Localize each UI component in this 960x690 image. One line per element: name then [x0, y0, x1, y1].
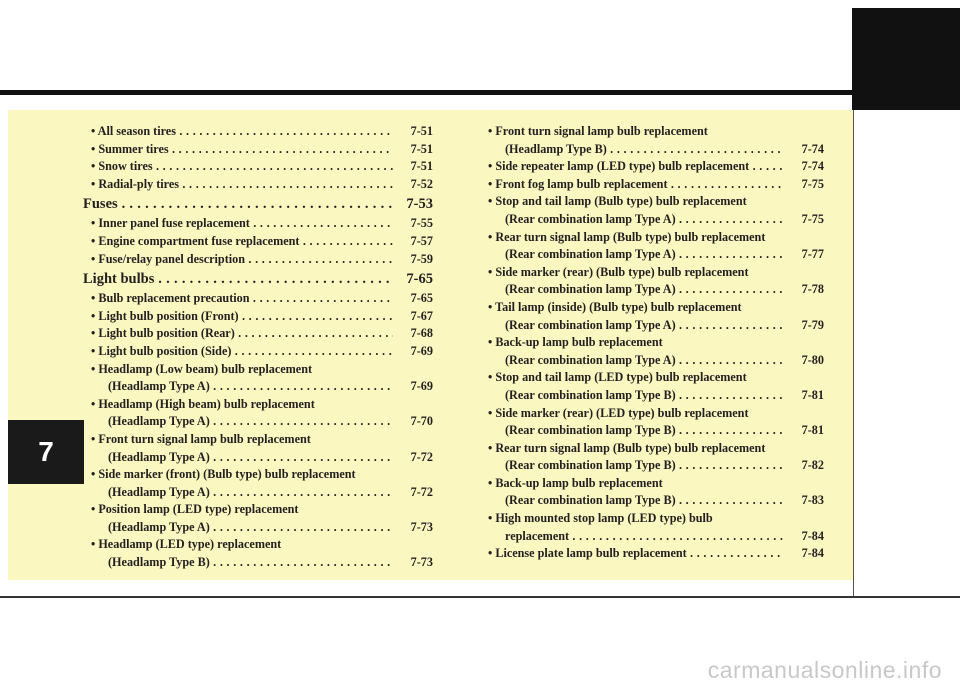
toc-entry-title: • Side marker (rear) (LED type) bulb replacement: [488, 405, 749, 420]
toc-entry-page: 7-72: [393, 449, 433, 467]
toc-entry-title: • Light bulb position (Rear) . . .: [83, 325, 393, 343]
toc-entry-title: • Stop and tail lamp (Bulb type) bulb replacement: [488, 194, 747, 209]
toc-entry[interactable]: [83, 396, 433, 414]
toc-entry-title: • Headlamp (LED type) replacement: [91, 537, 282, 552]
toc-entry[interactable]: [83, 233, 433, 251]
toc-entry[interactable]: [480, 299, 824, 317]
toc-entry[interactable]: [83, 519, 433, 537]
toc-entry[interactable]: [480, 317, 824, 335]
toc-entry-page: 7-68: [393, 325, 433, 343]
toc-entry-title: (Rear combination lamp Type B) . . .: [480, 492, 784, 510]
toc-entry[interactable]: [480, 405, 824, 423]
toc-entry-page: 7-75: [784, 211, 824, 229]
toc-entry-page: 7-75: [784, 176, 824, 194]
toc-entry-page: 7-74: [784, 141, 824, 159]
toc-entry-page: 7-69: [393, 378, 433, 396]
toc-entry[interactable]: [83, 141, 433, 159]
toc-entry-page: 7-67: [393, 308, 433, 326]
toc-entry-page: 7-73: [393, 519, 433, 537]
toc-entry-page: 7-51: [393, 123, 433, 141]
toc-entry-title: • Side repeater lamp (LED type) bulb replacement . . .: [480, 158, 784, 176]
toc-entry[interactable]: [480, 281, 824, 299]
toc-entry-title: • Snow tires . . .: [83, 158, 393, 176]
toc-entry-title: (Headlamp Type B) . . .: [480, 141, 784, 159]
toc-entry[interactable]: [480, 211, 824, 229]
toc-entry-title: (Rear combination lamp Type A) . . .: [480, 352, 784, 370]
toc-entry-title: Fuses . . .: [83, 193, 393, 215]
toc-entry[interactable]: [83, 193, 433, 215]
toc-entry[interactable]: [83, 215, 433, 233]
toc-entry-title: • Summer tires . . .: [83, 141, 393, 159]
section-tab-block: [852, 8, 960, 113]
toc-entry[interactable]: [480, 352, 824, 370]
toc-entry[interactable]: [83, 466, 433, 484]
toc-entry-title: • Stop and tail lamp (LED type) bulb replacement: [488, 370, 747, 385]
toc-entry-title: • Inner panel fuse replacement . . .: [83, 215, 393, 233]
toc-entry[interactable]: [83, 308, 433, 326]
toc-entry-title: • Tail lamp (inside) (Bulb type) bulb replacement: [488, 299, 742, 314]
toc-entry-page: 7-72: [393, 484, 433, 502]
toc-entry-page: 7-81: [784, 422, 824, 440]
toc-entry[interactable]: [480, 264, 824, 282]
toc-entry-title: • Headlamp (Low beam) bulb replacement: [91, 361, 313, 376]
toc-entry[interactable]: [83, 251, 433, 269]
toc-entry-title: Light bulbs . . .: [83, 268, 393, 290]
watermark: carmanualsonline.info: [707, 657, 942, 683]
toc-entry-title: (Headlamp Type A) . . .: [83, 378, 393, 396]
toc-entry[interactable]: [83, 176, 433, 194]
toc-entry[interactable]: [83, 268, 433, 290]
toc-entry-page: 7-51: [393, 158, 433, 176]
toc-entry[interactable]: [83, 554, 433, 572]
toc-entry[interactable]: [480, 369, 824, 387]
toc-entry-title: • Rear turn signal lamp (Bulb type) bulb replacement: [488, 440, 766, 455]
toc-entry-title: • Headlamp (High beam) bulb replacement: [91, 396, 315, 411]
toc-entry[interactable]: [480, 510, 824, 528]
toc-entry[interactable]: [83, 343, 433, 361]
toc-entry-title: • Position lamp (LED type) replacement: [91, 502, 299, 517]
toc-entry-title: (Rear combination lamp Type A) . . .: [480, 246, 784, 264]
toc-entry[interactable]: [480, 193, 824, 211]
toc-entry-title: • All season tires . . .: [83, 123, 393, 141]
toc-entry-page: 7-73: [393, 554, 433, 572]
toc-entry[interactable]: [480, 141, 824, 159]
toc-entry-title: (Rear combination lamp Type A) . . .: [480, 281, 784, 299]
toc-entry[interactable]: [480, 176, 824, 194]
toc-entry[interactable]: [83, 536, 433, 554]
toc-entry[interactable]: [83, 378, 433, 396]
toc-entry-page: 7-81: [784, 387, 824, 405]
toc-column-left: [83, 123, 433, 572]
toc-column-right: [480, 123, 824, 563]
toc-entry[interactable]: [83, 501, 433, 519]
toc-entry[interactable]: [480, 492, 824, 510]
toc-entry-page: 7-70: [393, 413, 433, 431]
margin-strip: [853, 110, 960, 597]
toc-entry[interactable]: [480, 475, 824, 493]
toc-entry-page: 7-79: [784, 317, 824, 335]
toc-entry-page: 7-83: [784, 492, 824, 510]
toc-entry-page: 7-74: [784, 158, 824, 176]
toc-entry[interactable]: [480, 440, 824, 458]
toc-entry-title: (Headlamp Type A) . . .: [83, 484, 393, 502]
toc-entry[interactable]: [480, 246, 824, 264]
toc-entry[interactable]: [83, 361, 433, 379]
toc-entry-title: (Rear combination lamp Type A) . . .: [480, 211, 784, 229]
toc-entry[interactable]: [83, 484, 433, 502]
toc-entry[interactable]: [480, 123, 824, 141]
toc-entry-title: (Rear combination lamp Type B) . . .: [480, 422, 784, 440]
toc-entry-page: 7-77: [784, 246, 824, 264]
toc-entry-title: • Engine compartment fuse replacement . . .: [83, 233, 393, 251]
toc-entry[interactable]: [83, 290, 433, 308]
toc-entry[interactable]: [83, 158, 433, 176]
toc-entry-page: 7-82: [784, 457, 824, 475]
toc-entry-page: 7-69: [393, 343, 433, 361]
toc-entry-title: • Radial-ply tires . . .: [83, 176, 393, 194]
toc-entry-title: (Rear combination lamp Type B) . . .: [480, 457, 784, 475]
toc-entry[interactable]: [480, 528, 824, 546]
toc-entry[interactable]: [480, 457, 824, 475]
toc-entry-title: (Headlamp Type B) . . .: [83, 554, 393, 572]
toc-entry-page: 7-55: [393, 215, 433, 233]
chapter-number-tab: 7: [8, 420, 84, 484]
toc-entry-page: 7-84: [784, 545, 824, 563]
toc-entry[interactable]: [83, 449, 433, 467]
toc-entry-title: (Rear combination lamp Type B) . . .: [480, 387, 784, 405]
toc-entry-title: • Fuse/relay panel description . . .: [83, 251, 393, 269]
toc-entry-title: • Side marker (front) (Bulb type) bulb replacement: [91, 467, 356, 482]
toc-entry-title: • Light bulb position (Side) . . .: [83, 343, 393, 361]
toc-entry-title: • Front turn signal lamp bulb replacement: [488, 124, 708, 138]
toc-entry-page: 7-57: [393, 233, 433, 251]
toc-entry[interactable]: [83, 325, 433, 343]
toc-entry-title: replacement . . .: [480, 528, 784, 546]
toc-entry-title: (Rear combination lamp Type A) . . .: [480, 317, 784, 335]
toc-entry-title: (Headlamp Type A) . . .: [83, 519, 393, 537]
toc-entry-title: • Light bulb position (Front) . . .: [83, 308, 393, 326]
toc-entry-page: 7-65: [393, 268, 433, 290]
toc-entry-page: 7-52: [393, 176, 433, 194]
toc-entry-page: 7-84: [784, 528, 824, 546]
toc-entry[interactable]: [83, 413, 433, 431]
toc-entry-title: • Bulb replacement precaution . . .: [83, 290, 393, 308]
toc-entry-title: (Headlamp Type A) . . .: [83, 449, 393, 467]
toc-entry-page: 7-59: [393, 251, 433, 269]
toc-entry-page: 7-51: [393, 141, 433, 159]
toc-entry-title: • Back-up lamp bulb replacement: [488, 475, 663, 490]
toc-entry[interactable]: [480, 545, 824, 563]
toc-entry[interactable]: [83, 123, 433, 141]
toc-entry[interactable]: [83, 431, 433, 449]
toc-entry-page: 7-80: [784, 352, 824, 370]
toc-entry-title: (Headlamp Type A) . . .: [83, 413, 393, 431]
toc-entry[interactable]: [480, 229, 824, 247]
footer-rule: [0, 596, 960, 598]
toc-entry-title: • License plate lamp bulb replacement . . .: [480, 545, 784, 563]
toc-entry[interactable]: [480, 387, 824, 405]
toc-entry[interactable]: [480, 422, 824, 440]
toc-entry-title: • Side marker (rear) (Bulb type) bulb replacement: [488, 264, 749, 279]
toc-entry-title: • Front turn signal lamp bulb replacement: [91, 431, 311, 446]
header-rule: [0, 90, 852, 95]
toc-entry[interactable]: [480, 334, 824, 352]
toc-entry-title: • Back-up lamp bulb replacement: [488, 335, 663, 350]
toc-entry-title: • High mounted stop lamp (LED type) bulb: [488, 511, 713, 526]
toc-entry-page: 7-78: [784, 281, 824, 299]
toc-entry[interactable]: [480, 158, 824, 176]
toc-entry-title: • Front fog lamp bulb replacement . . .: [480, 176, 784, 194]
toc-entry-page: 7-65: [393, 290, 433, 308]
toc-entry-page: 7-53: [393, 193, 433, 215]
toc-entry-title: • Rear turn signal lamp (Bulb type) bulb replacement: [488, 229, 766, 244]
